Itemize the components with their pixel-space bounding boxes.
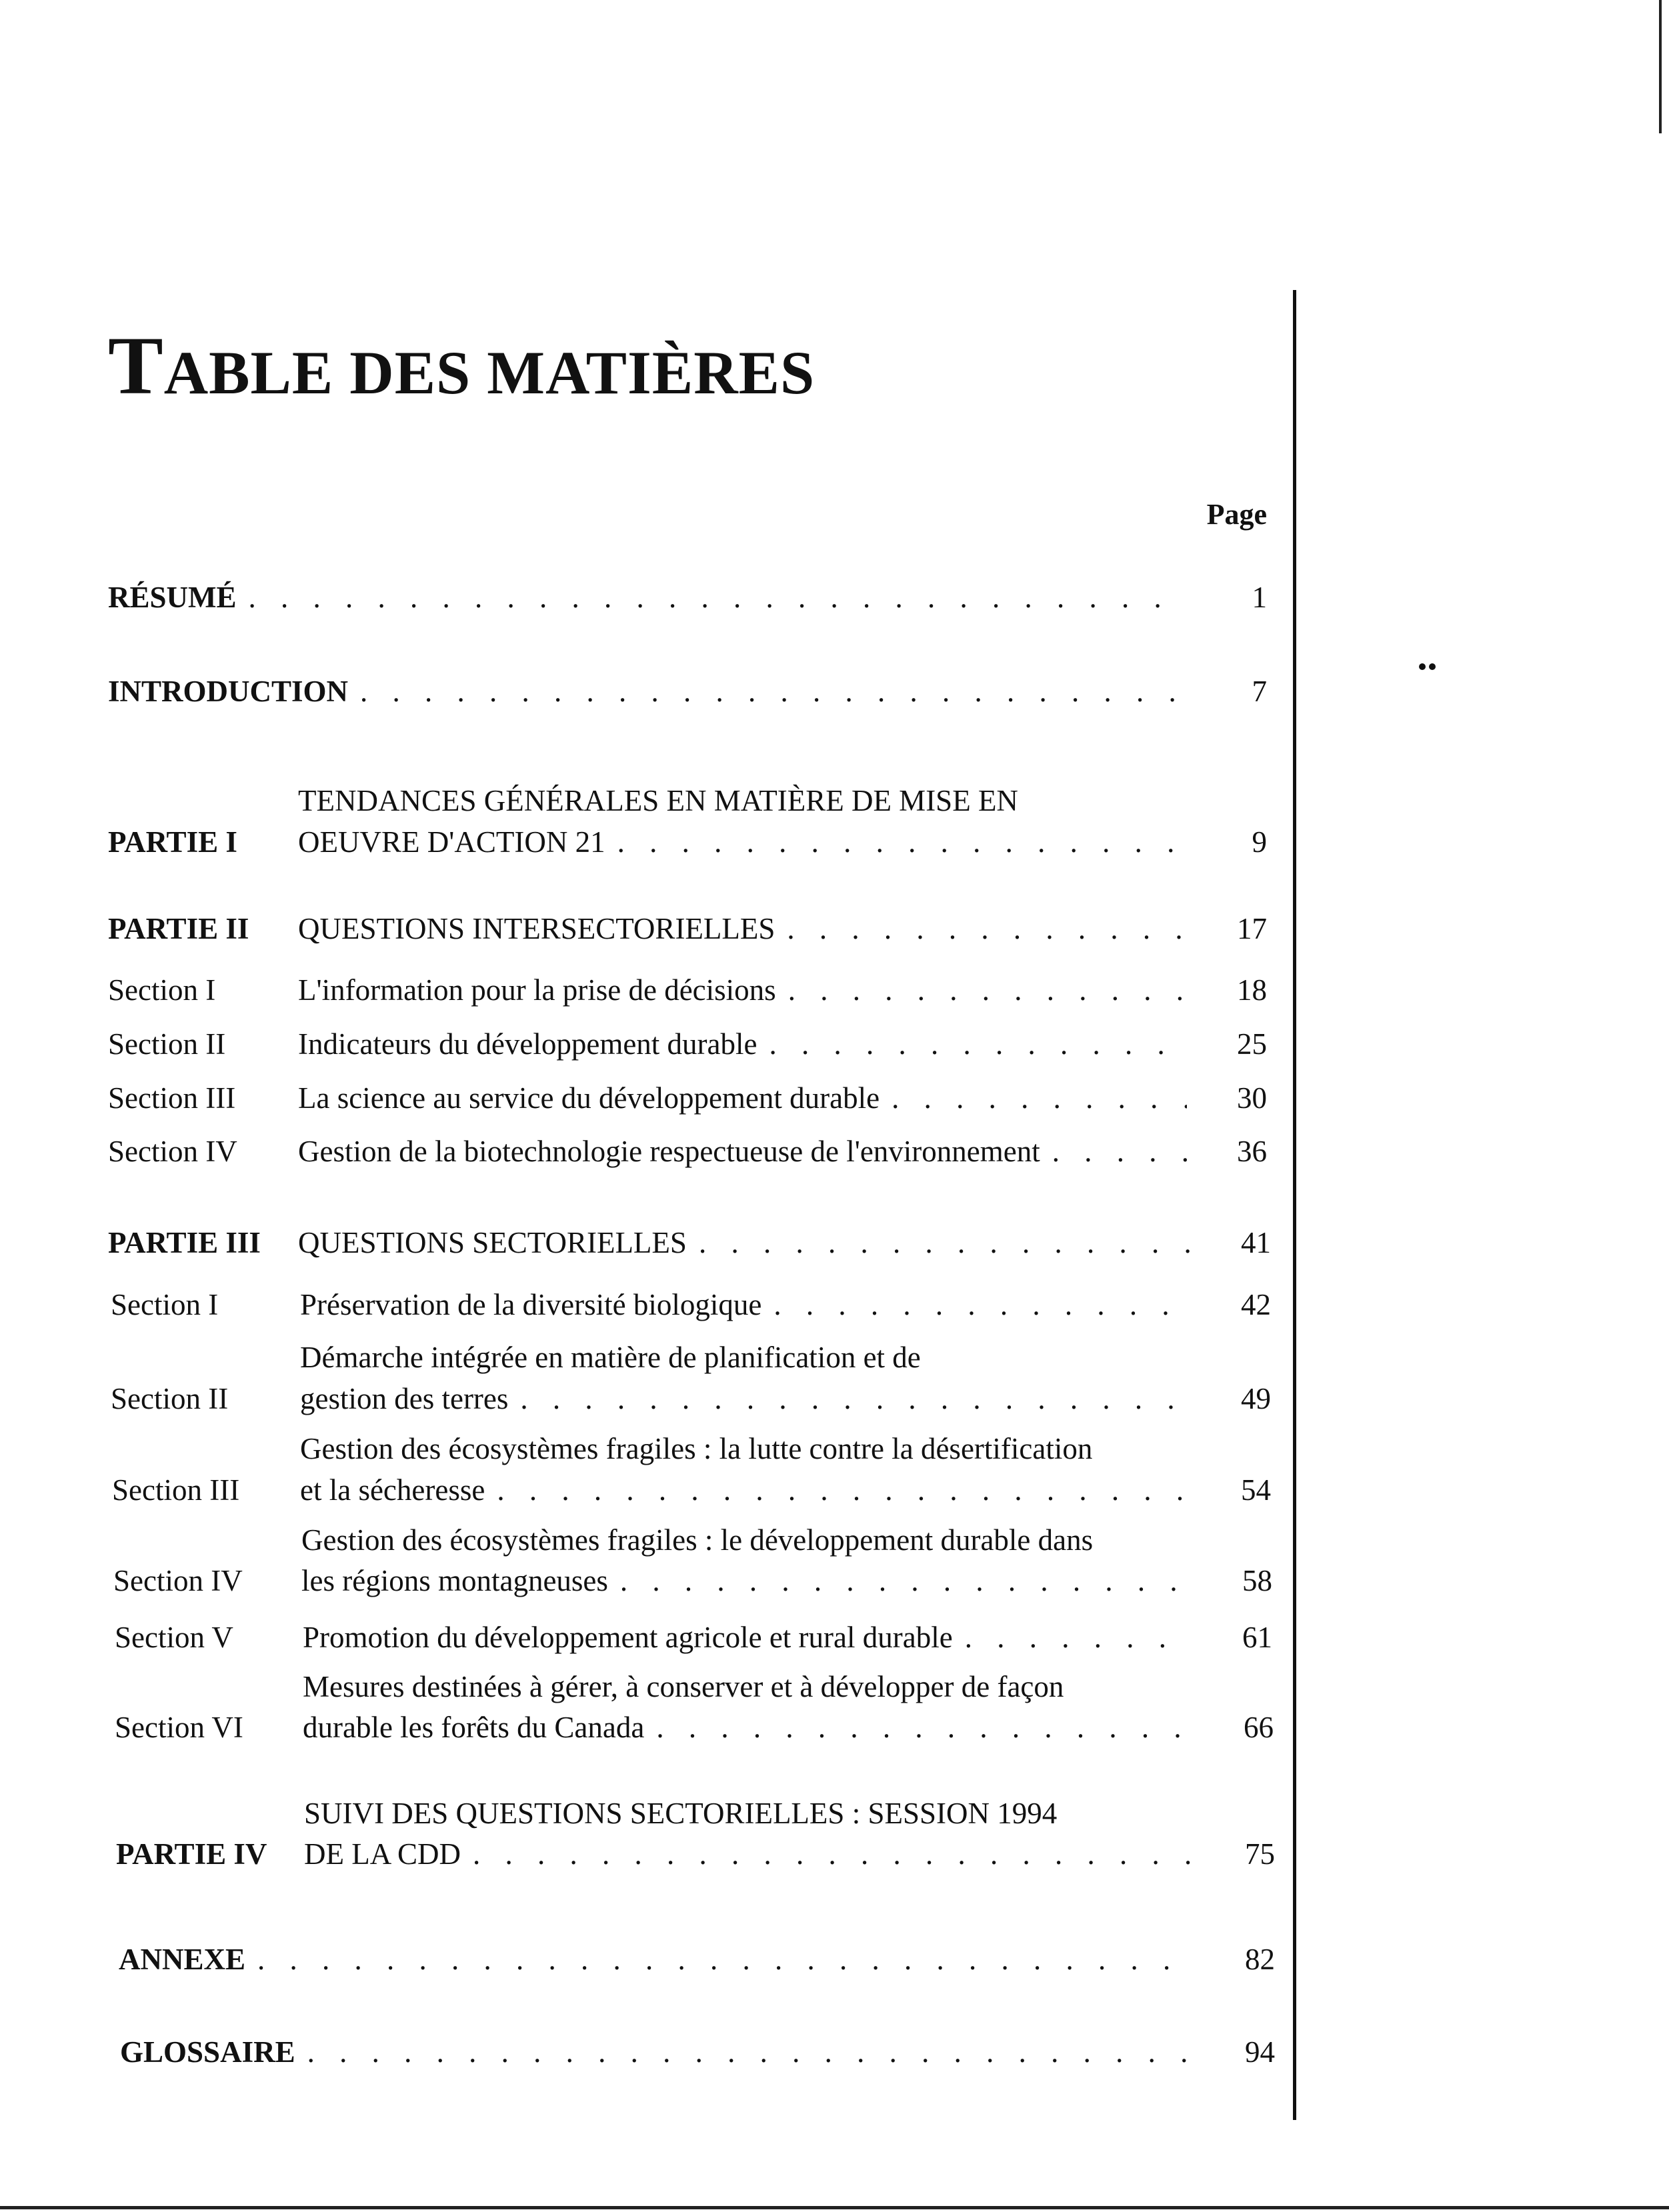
toc-entry-page-number: 42 <box>1241 1288 1271 1321</box>
toc-entry-title-with-leader <box>300 1285 1191 1325</box>
dot-leader <box>788 970 1187 1010</box>
toc-entry[interactable] <box>0 1078 1669 1118</box>
toc-entry-title: Préservation de la diversité biologique <box>300 1288 762 1321</box>
toc-entry-title-with-leader <box>298 1078 1187 1118</box>
toc-entry-title-line1: Gestion des écosystèmes fragiles : le développement durable dans <box>301 1523 1094 1557</box>
toc-entry-title-with-leader <box>300 1379 1191 1419</box>
toc-entry-title: durable les forêts du Canada <box>303 1711 645 1744</box>
toc-entry-title-with-leader <box>301 1561 1192 1601</box>
dot-leader <box>257 1939 1195 1979</box>
toc-entry[interactable] <box>0 909 1669 949</box>
toc-entry-page-number: 9 <box>1252 825 1267 859</box>
toc-entry-title: gestion des terres <box>300 1382 509 1415</box>
toc-entry-title-line1: Gestion des écosystèmes fragiles : la lutte contre la désertification <box>300 1432 1093 1465</box>
toc-entry-label: PARTIE IV <box>116 1837 267 1871</box>
toc-entry-title-with-leader <box>120 2032 1195 2072</box>
toc-entry-title: La science au service du développement durable <box>298 1081 880 1115</box>
toc-entry-page-number: 75 <box>1245 1837 1275 1871</box>
toc-entry[interactable] <box>0 1131 1669 1171</box>
toc-entry-label: PARTIE II <box>108 912 249 945</box>
toc-entry-title: OEUVRE D'ACTION 21 <box>298 825 605 859</box>
toc-entry-label: Section II <box>108 1027 226 1061</box>
toc-entry[interactable] <box>0 1379 1669 1419</box>
toc-entry-label: Section III <box>112 1473 240 1507</box>
toc-entry-title: RÉSUMÉ <box>108 581 237 614</box>
toc-entry-page-number: 94 <box>1245 2035 1275 2069</box>
dot-leader <box>769 1024 1188 1064</box>
dot-leader <box>307 2032 1195 2072</box>
toc-entry[interactable] <box>0 1024 1669 1064</box>
page-edge-bottom <box>0 2206 1669 2209</box>
toc-entry-page-number: 18 <box>1237 973 1267 1007</box>
toc-entry-title-with-leader <box>108 577 1187 617</box>
toc-entry-title-with-leader <box>298 970 1187 1010</box>
toc-entry[interactable] <box>0 1561 1669 1601</box>
toc-entry[interactable] <box>0 1470 1669 1510</box>
toc-entry-title: Indicateurs du développement durable <box>298 1027 757 1061</box>
toc-entry-label: Section V <box>115 1621 233 1654</box>
dot-leader <box>497 1470 1191 1510</box>
toc-entry-title: INTRODUCTION <box>108 675 349 708</box>
dot-leader <box>617 822 1187 862</box>
toc-entry-title-with-leader <box>108 671 1187 711</box>
toc-entry-title: QUESTIONS SECTORIELLES <box>298 1226 687 1259</box>
toc-entry-title-line1: TENDANCES GÉNÉRALES EN MATIÈRE DE MISE EN <box>298 784 1018 817</box>
toc-entry-title-with-leader <box>298 1024 1187 1064</box>
page-column-header: Page <box>1206 498 1267 531</box>
toc-entry-page-number: 30 <box>1237 1081 1267 1115</box>
title-rest: ABLE DES MATIÈRES <box>163 338 815 407</box>
toc-entry[interactable] <box>0 822 1669 862</box>
toc-entry-label: Section IV <box>113 1564 243 1597</box>
toc-entry-title: ANNEXE <box>119 1943 246 1976</box>
page-title <box>108 319 815 411</box>
toc-entry-label: Section I <box>111 1288 219 1321</box>
toc-entry[interactable] <box>0 577 1669 617</box>
toc-entry-label: Section IV <box>108 1135 237 1168</box>
toc-entry-title: QUESTIONS INTERSECTORIELLES <box>298 912 775 945</box>
toc-entry-title: Gestion de la biotechnologie respectueuse de l'environnement <box>298 1135 1040 1168</box>
toc-entry-page-number: 49 <box>1241 1382 1271 1415</box>
toc-entry-label: Section I <box>108 973 216 1007</box>
toc-entry-page-number: 58 <box>1242 1564 1272 1597</box>
toc-entry-title-with-leader <box>303 1617 1192 1657</box>
dot-leader <box>773 1285 1191 1325</box>
toc-entry[interactable] <box>0 970 1669 1010</box>
dot-leader <box>892 1078 1187 1118</box>
dot-leader <box>620 1561 1192 1601</box>
toc-entry-page-number: 1 <box>1252 581 1267 614</box>
toc-entry[interactable] <box>0 671 1669 711</box>
toc-entry-title-line1: SUIVI DES QUESTIONS SECTORIELLES : SESSION 1994 <box>304 1797 1058 1830</box>
dot-leader <box>520 1379 1191 1419</box>
toc-entry-label: PARTIE I <box>108 825 237 859</box>
toc-entry-title-with-leader <box>298 1131 1187 1171</box>
toc-entry-label: Section III <box>108 1081 236 1115</box>
toc-entry-title: et la sécheresse <box>300 1473 485 1507</box>
toc-entry[interactable] <box>0 1939 1669 1979</box>
toc-entry-page-number: 66 <box>1244 1711 1274 1744</box>
scan-speck <box>1429 663 1436 670</box>
dot-leader <box>473 1834 1195 1874</box>
dot-leader <box>360 671 1187 711</box>
toc-entry[interactable] <box>0 1707 1669 1747</box>
toc-entry-page-number: 36 <box>1237 1135 1267 1168</box>
dot-leader <box>787 909 1187 949</box>
toc-entry[interactable] <box>0 2032 1669 2072</box>
toc-entry-title-line1: Mesures destinées à gérer, à conserver et à développer de façon <box>303 1670 1064 1703</box>
toc-entry-label: Section VI <box>115 1711 243 1744</box>
toc-entry-title: les régions montagneuses <box>301 1564 608 1597</box>
toc-entry-label: Section II <box>111 1382 229 1415</box>
toc-entry-title-with-leader <box>300 1470 1191 1510</box>
page-edge-right <box>1659 0 1662 133</box>
toc-entry-title-with-leader <box>304 1834 1195 1874</box>
toc-entry-title-with-leader <box>298 909 1187 949</box>
dot-leader <box>1052 1131 1187 1171</box>
toc-entry-title: GLOSSAIRE <box>120 2035 295 2069</box>
scan-speck <box>1419 663 1426 670</box>
toc-entry-page-number: 61 <box>1242 1621 1272 1654</box>
toc-entry-title-line1: Démarche intégrée en matière de planification et de <box>300 1341 921 1374</box>
toc-entry-title: L'information pour la prise de décisions <box>298 973 776 1007</box>
toc-entry-page-number: 7 <box>1252 675 1267 708</box>
toc-entry-label: PARTIE III <box>108 1226 261 1259</box>
toc-entry[interactable] <box>0 1834 1669 1874</box>
toc-entry-title-with-leader <box>298 822 1187 862</box>
title-first-letter: T <box>108 319 164 411</box>
toc-entry-page-number: 25 <box>1237 1027 1267 1061</box>
toc-entry[interactable] <box>0 1223 1669 1263</box>
toc-entry-title: DE LA CDD <box>304 1837 461 1871</box>
toc-entry-title-with-leader <box>119 1939 1195 1979</box>
toc-entry[interactable] <box>0 1285 1669 1325</box>
toc-entry-page-number: 82 <box>1245 1943 1275 1976</box>
dot-leader <box>656 1707 1194 1747</box>
dot-leader <box>249 577 1187 617</box>
dot-leader <box>699 1223 1191 1263</box>
toc-entry-page-number: 17 <box>1237 912 1267 945</box>
toc-entry-page-number: 41 <box>1241 1226 1271 1259</box>
toc-entry-title: Promotion du développement agricole et rural durable <box>303 1621 953 1654</box>
toc-entry-page-number: 54 <box>1241 1473 1271 1507</box>
toc-entry[interactable] <box>0 1617 1669 1657</box>
dot-leader <box>965 1617 1192 1657</box>
toc-entry-title-with-leader <box>303 1707 1194 1747</box>
toc-entry-title-with-leader <box>298 1223 1191 1263</box>
